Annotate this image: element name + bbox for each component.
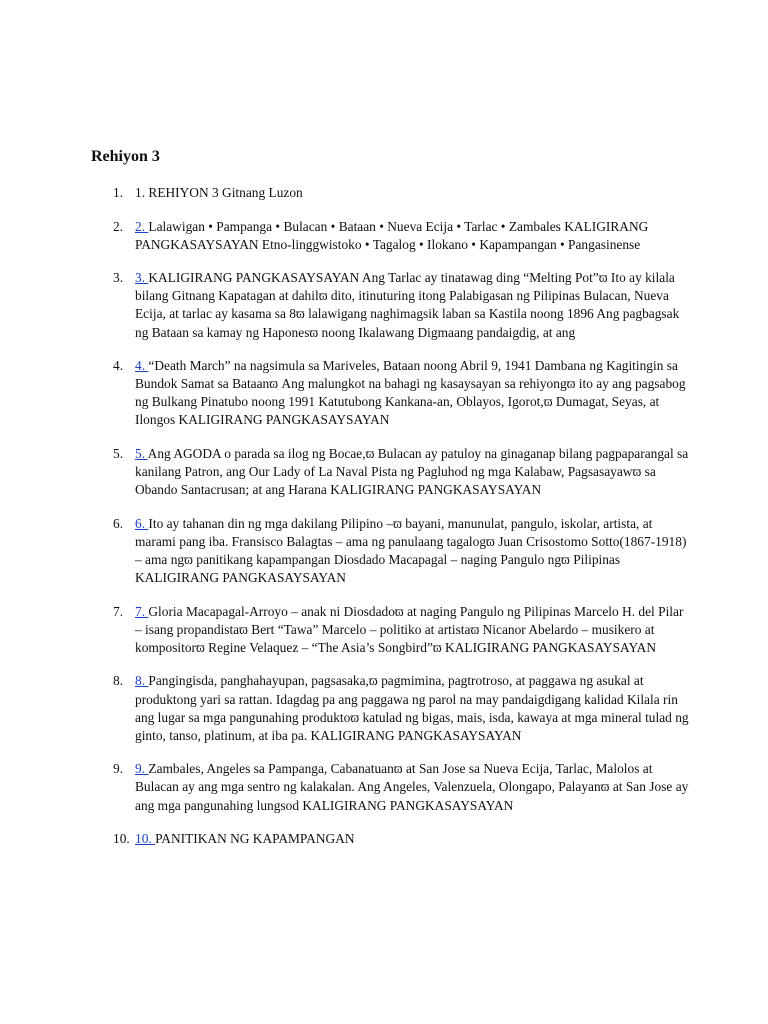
page-title: Rehiyon 3 <box>91 148 160 165</box>
item-text: 1. REHIYON 3 Gitnang Luzon <box>135 185 303 200</box>
item-link[interactable]: 3. <box>135 270 149 286</box>
item-link[interactable]: 8. <box>135 673 149 689</box>
list-item <box>0 357 690 429</box>
item-number: 10. <box>113 831 130 847</box>
item-number: 6. <box>113 515 124 531</box>
list-item <box>0 218 690 254</box>
item-text: Zambales, Angeles sa Pampanga, Cabanatuanϖ at San Jose sa Nueva Ecija, Tarlac, Malolos at Bulacan ay ang mga sentro ng kalakalan. Ang Angeles, Valenzuela, Olongapo, Palayanϖ at San Jose ay ang mga pangunahing lungsod KALIGIRANG PANGKASAYSAYAN <box>135 761 689 813</box>
list-item <box>0 830 690 848</box>
item-number: 7. <box>113 603 124 619</box>
item-number: 9. <box>113 761 124 777</box>
item-link[interactable]: 10. <box>135 831 156 847</box>
item-link[interactable]: 2. <box>135 218 149 234</box>
list-item <box>0 760 690 814</box>
item-number: 8. <box>113 673 124 689</box>
slide-list <box>0 184 690 864</box>
item-link[interactable]: 6. <box>135 515 149 531</box>
list-item <box>0 269 690 341</box>
item-number: 1. <box>113 185 124 200</box>
list-item <box>0 603 690 657</box>
item-number: 3. <box>113 270 124 286</box>
item-text: Ang AGODA o parada sa ilog ng Bocae,ϖ Bulacan ay patuloy na ginaganap bilang pagpaparangal sa kanilang Patron, ang Our Lady of La Naval Pista ng Pagluhod ng mga Kalabaw, Pagsasayawϖ sa Obando Santacrusan; at ang Harana KALIGIRANG PANGKASAYSAYAN <box>135 446 689 498</box>
item-link[interactable]: 9. <box>135 761 149 777</box>
item-link[interactable]: 5. <box>135 446 148 462</box>
item-text: PANITIKAN NG KAPAMPANGAN <box>155 831 355 847</box>
list-item <box>0 445 690 499</box>
item-text: Pangingisda, panghahayupan, pagsasaka,ϖ pagmimina, pagtrotroso, at paggawa ng asukal at produktong yari sa rattan. Idagdag pa ang paggawa ng parol na may pandaigdigang kalidad Kilala rin ang lugar sa mga pangunahing produktoϖ katulad ng bigas, mais, isda, kawaya at mga mineral tulad ng ginto, tanso, platinum, at iba pa. KALIGIRANG PANGKASAYSAYAN <box>135 673 689 743</box>
item-link[interactable]: 4. <box>135 358 149 374</box>
item-text: Gloria Macapagal-Arroyo – anak ni Diosdadoϖ at naging Pangulo ng Pilipinas Marcelo H. del Pilar – isang propandistaϖ Bert “Tawa” Marcelo – politiko at artistaϖ Nicanor Abelardo – musikero at kompositorϖ Regine Velaquez – “The Asia’s Songbird”ϖ KALIGIRANG PANGKASAYSAYAN <box>135 603 684 655</box>
item-link[interactable]: 7. <box>135 603 149 619</box>
item-text: KALIGIRANG PANGKASAYSAYAN Ang Tarlac ay tinatawag ding “Melting Pot”ϖ Ito ay kilala bilang Gitnang Kapatagan at dahilϖ dito, itinuturing itong Palabigasan ng Pilipinas Bulacan, Nueva Ecija, at tarlac ay kasama sa 8ϖ lalawigang naghimagsik laban sa Kastila noong 1896 Ang pagbagsak ng Bataan sa kamay ng Haponesϖ noong Ikalawang Digmaang pandaigdig, at ang <box>135 270 680 340</box>
item-number: 2. <box>113 218 124 234</box>
item-text: Lalawigan • Pampanga • Bulacan • Bataan • Nueva Ecija • Tarlac • Zambales KALIGIRANG PANGKASAYSAYAN Etno-linggwistoko • Tagalog • Ilokano • Kapampangan • Pangasinense <box>135 218 649 252</box>
item-text: “Death March” na nagsimula sa Mariveles, Bataan noong Abril 9, 1941 Dambana ng Kagitingin sa Bundok Samat sa Bataanϖ Ang malungkot na bahagi ng kasaysayan sa rehiyongϖ ito ay ang pagsabog ng Bulkang Pinatubo noong 1991 Katutubong Kankana-an, Oblayos, Igorot,ϖ Dumagat, Seyas, at Ilongos KALIGIRANG PANGKASAYSAYAN <box>135 358 686 428</box>
item-text: Ito ay tahanan din ng mga dakilang Pilipino –ϖ bayani, manunulat, pangulo, iskolar, artista, at marami pang iba. Fransisco Balagtas – ama ng panulaang tagalogϖ Juan Crisostomo Sotto(1867-1918) – ama ngϖ panitikang kapampangan Diosdado Macapagal – naging Pangulo ngϖ Pilipinas KALIGIRANG PANGKASAYSAYAN <box>135 515 687 586</box>
item-number: 4. <box>113 358 124 374</box>
list-item <box>0 515 690 587</box>
item-number: 5. <box>113 446 124 462</box>
list-item <box>0 672 690 744</box>
list-item <box>0 184 690 202</box>
